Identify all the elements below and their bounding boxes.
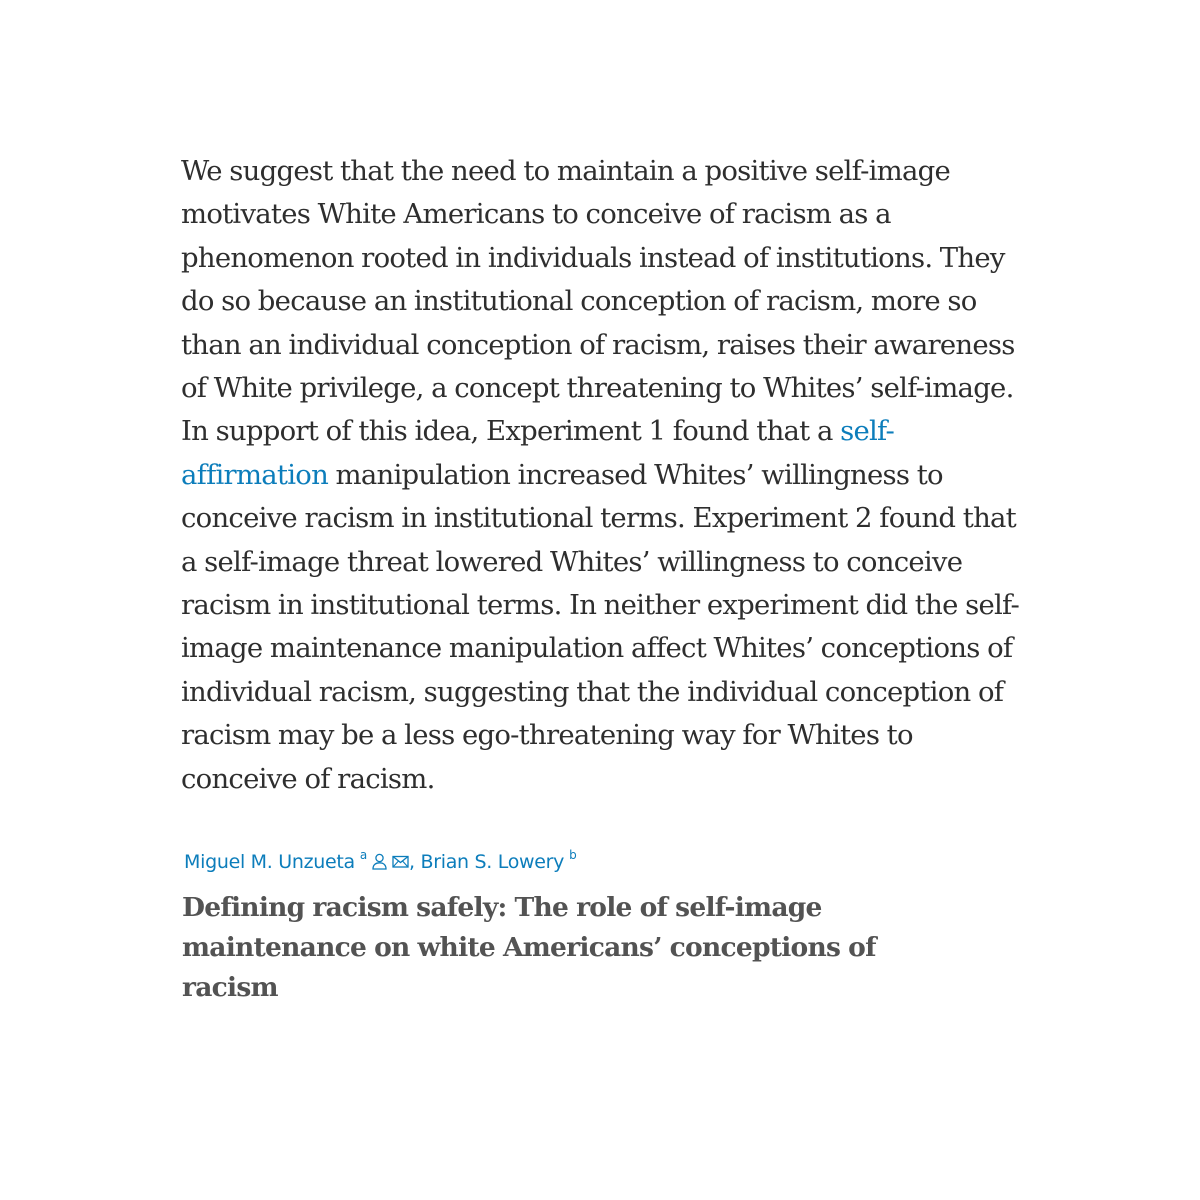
affiliation-marker-b: b — [569, 848, 577, 862]
author-name-lowery[interactable]: Brian S. Lowery — [420, 851, 565, 873]
person-icon[interactable] — [371, 853, 388, 870]
author-separator: , — [408, 851, 415, 873]
mail-icon[interactable] — [392, 853, 409, 870]
author-name-unzueta[interactable]: Miguel M. Unzueta — [184, 851, 355, 873]
abstract-text-part-1: We suggest that the need to maintain a positive self-image motivates White Americans to conceive of racism as a phenomenon rooted in individuals instead of institutions. They do so because an institutional conception of racism, more so than an individual conception of racism, raises their awareness of White privilege, a concept threatening to Whites’ self-image. In support of this idea, Experiment 1 found that a — [181, 155, 1015, 448]
self-affirmation-link[interactable]: self-affirmation — [181, 415, 895, 491]
abstract-text-part-2: manipulation increased Whites’ willingness to conceive racism in institutional terms. Experiment 2 found that a self-image threat lowered Whites’ willingness to conceive racism in institutional terms. In neither experiment did the self-image maintenance manipulation affect Whites’ conceptions of individual racism, suggesting that the individual conception of racism may be a less ego-threatening way for Whites to conceive of racism. — [181, 458, 1020, 795]
article-title: Defining racism safely: The role of self-image maintenance on white Americans’ conceptions of racism — [182, 892, 876, 1003]
affiliation-marker-a: a — [359, 848, 367, 862]
abstract-text — [181, 150, 1031, 801]
author-list — [184, 838, 576, 879]
